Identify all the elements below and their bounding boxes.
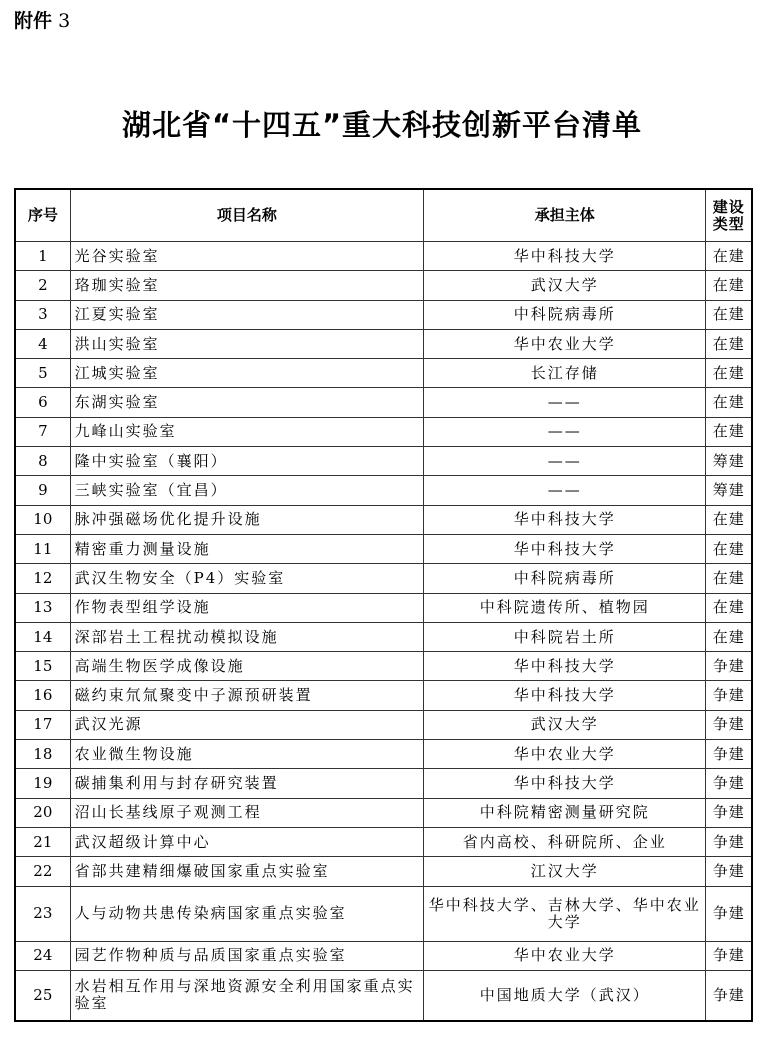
cell-project-name: 隆中实验室（襄阳） xyxy=(70,447,423,476)
table-row xyxy=(15,271,752,300)
cell-construction-type: 争建 xyxy=(706,710,752,739)
cell-project-name: 江夏实验室 xyxy=(70,300,423,329)
cell-no: 25 xyxy=(15,970,70,1021)
cell-organization: 中科院遗传所、植物园 xyxy=(423,593,705,622)
cell-no: 17 xyxy=(15,710,70,739)
table-row xyxy=(15,769,752,798)
cell-project-name: 碳捕集利用与封存研究装置 xyxy=(70,769,423,798)
cell-organization: 武汉大学 xyxy=(423,271,705,300)
cell-construction-type: 争建 xyxy=(706,681,752,710)
cell-construction-type: 争建 xyxy=(706,827,752,856)
cell-no: 12 xyxy=(15,564,70,593)
attachment-label xyxy=(14,6,70,33)
cell-organization: —— xyxy=(423,388,705,417)
cell-project-name: 三峡实验室（宜昌） xyxy=(70,476,423,505)
table-row xyxy=(15,534,752,563)
cell-construction-type: 在建 xyxy=(706,242,752,271)
cell-no: 1 xyxy=(15,242,70,271)
cell-no: 8 xyxy=(15,447,70,476)
cell-organization: 江汉大学 xyxy=(423,857,705,886)
cell-project-name: 作物表型组学设施 xyxy=(70,593,423,622)
table-row xyxy=(15,505,752,534)
cell-project-name: 东湖实验室 xyxy=(70,388,423,417)
cell-organization: 华中农业大学 xyxy=(423,329,705,358)
cell-construction-type: 争建 xyxy=(706,652,752,681)
cell-no: 14 xyxy=(15,622,70,651)
cell-no: 9 xyxy=(15,476,70,505)
cell-construction-type: 在建 xyxy=(706,271,752,300)
table-row xyxy=(15,622,752,651)
cell-organization: —— xyxy=(423,476,705,505)
table-row xyxy=(15,827,752,856)
cell-no: 18 xyxy=(15,740,70,769)
table-row xyxy=(15,417,752,446)
cell-construction-type: 筹建 xyxy=(706,447,752,476)
cell-organization: 省内高校、科研院所、企业 xyxy=(423,827,705,856)
attachment-text: 附件 xyxy=(14,10,53,32)
cell-no: 2 xyxy=(15,271,70,300)
cell-organization: 华中科技大学 xyxy=(423,242,705,271)
cell-project-name: 磁约束氘氚聚变中子源预研装置 xyxy=(70,681,423,710)
cell-organization: 中科院病毒所 xyxy=(423,564,705,593)
table-row xyxy=(15,329,752,358)
cell-organization: 华中农业大学 xyxy=(423,740,705,769)
header-org: 承担主体 xyxy=(423,189,705,242)
cell-organization: 中国地质大学（武汉） xyxy=(423,970,705,1021)
cell-construction-type: 争建 xyxy=(706,886,752,941)
cell-no: 5 xyxy=(15,359,70,388)
cell-no: 11 xyxy=(15,534,70,563)
cell-project-name: 光谷实验室 xyxy=(70,242,423,271)
table-row xyxy=(15,886,752,941)
cell-organization: 长江存储 xyxy=(423,359,705,388)
cell-project-name: 脉冲强磁场优化提升设施 xyxy=(70,505,423,534)
cell-construction-type: 在建 xyxy=(706,329,752,358)
table-row xyxy=(15,388,752,417)
cell-project-name: 武汉光源 xyxy=(70,710,423,739)
cell-no: 20 xyxy=(15,798,70,827)
table-row xyxy=(15,740,752,769)
table-row xyxy=(15,300,752,329)
cell-construction-type: 在建 xyxy=(706,417,752,446)
cell-project-name: 江城实验室 xyxy=(70,359,423,388)
cell-construction-type: 争建 xyxy=(706,941,752,970)
cell-no: 24 xyxy=(15,941,70,970)
header-name: 项目名称 xyxy=(70,189,423,242)
cell-organization: 中科院精密测量研究院 xyxy=(423,798,705,827)
cell-organization: 华中科技大学 xyxy=(423,681,705,710)
cell-construction-type: 筹建 xyxy=(706,476,752,505)
cell-construction-type: 争建 xyxy=(706,970,752,1021)
cell-project-name: 农业微生物设施 xyxy=(70,740,423,769)
cell-no: 4 xyxy=(15,329,70,358)
cell-construction-type: 在建 xyxy=(706,300,752,329)
cell-construction-type: 争建 xyxy=(706,798,752,827)
table-row xyxy=(15,941,752,970)
cell-no: 3 xyxy=(15,300,70,329)
cell-construction-type: 在建 xyxy=(706,564,752,593)
table-row xyxy=(15,857,752,886)
cell-no: 22 xyxy=(15,857,70,886)
cell-project-name: 园艺作物种质与品质国家重点实验室 xyxy=(70,941,423,970)
table-row xyxy=(15,564,752,593)
cell-construction-type: 争建 xyxy=(706,857,752,886)
cell-organization: 武汉大学 xyxy=(423,710,705,739)
table-row xyxy=(15,710,752,739)
cell-project-name: 武汉超级计算中心 xyxy=(70,827,423,856)
table-header-row xyxy=(15,189,752,242)
attachment-number: 3 xyxy=(58,10,71,32)
cell-project-name: 水岩相互作用与深地资源安全利用国家重点实验室 xyxy=(70,970,423,1021)
table-row xyxy=(15,593,752,622)
cell-organization: 华中科技大学 xyxy=(423,505,705,534)
cell-construction-type: 争建 xyxy=(706,769,752,798)
table-row xyxy=(15,970,752,1021)
cell-organization: 华中农业大学 xyxy=(423,941,705,970)
platform-table xyxy=(14,188,753,1022)
cell-project-name: 洪山实验室 xyxy=(70,329,423,358)
page-title: 湖北省“十四五”重大科技创新平台清单 xyxy=(121,108,643,142)
cell-no: 7 xyxy=(15,417,70,446)
cell-organization: —— xyxy=(423,417,705,446)
cell-organization: 华中科技大学 xyxy=(423,534,705,563)
cell-organization: 中科院病毒所 xyxy=(423,300,705,329)
cell-no: 23 xyxy=(15,886,70,941)
cell-no: 13 xyxy=(15,593,70,622)
cell-project-name: 省部共建精细爆破国家重点实验室 xyxy=(70,857,423,886)
table-row xyxy=(15,242,752,271)
cell-no: 15 xyxy=(15,652,70,681)
cell-no: 16 xyxy=(15,681,70,710)
cell-project-name: 沼山长基线原子观测工程 xyxy=(70,798,423,827)
cell-project-name: 珞珈实验室 xyxy=(70,271,423,300)
cell-project-name: 高端生物医学成像设施 xyxy=(70,652,423,681)
cell-no: 21 xyxy=(15,827,70,856)
header-no: 序号 xyxy=(15,189,70,242)
cell-construction-type: 争建 xyxy=(706,740,752,769)
cell-construction-type: 在建 xyxy=(706,534,752,563)
cell-no: 6 xyxy=(15,388,70,417)
cell-organization: —— xyxy=(423,447,705,476)
cell-project-name: 精密重力测量设施 xyxy=(70,534,423,563)
cell-organization: 华中科技大学、吉林大学、华中农业大学 xyxy=(423,886,705,941)
cell-no: 19 xyxy=(15,769,70,798)
cell-project-name: 九峰山实验室 xyxy=(70,417,423,446)
table-row xyxy=(15,359,752,388)
cell-project-name: 武汉生物安全（P4）实验室 xyxy=(70,564,423,593)
cell-organization: 华中科技大学 xyxy=(423,652,705,681)
table-row xyxy=(15,798,752,827)
cell-construction-type: 在建 xyxy=(706,622,752,651)
cell-project-name: 人与动物共患传染病国家重点实验室 xyxy=(70,886,423,941)
cell-construction-type: 在建 xyxy=(706,359,752,388)
table-row xyxy=(15,681,752,710)
cell-project-name: 深部岩土工程扰动模拟设施 xyxy=(70,622,423,651)
cell-organization: 华中科技大学 xyxy=(423,769,705,798)
table-row xyxy=(15,447,752,476)
header-type: 建设类型 xyxy=(706,189,752,242)
cell-no: 10 xyxy=(15,505,70,534)
cell-construction-type: 在建 xyxy=(706,593,752,622)
table-row xyxy=(15,652,752,681)
table-row xyxy=(15,476,752,505)
cell-construction-type: 在建 xyxy=(706,505,752,534)
cell-organization: 中科院岩土所 xyxy=(423,622,705,651)
cell-construction-type: 在建 xyxy=(706,388,752,417)
